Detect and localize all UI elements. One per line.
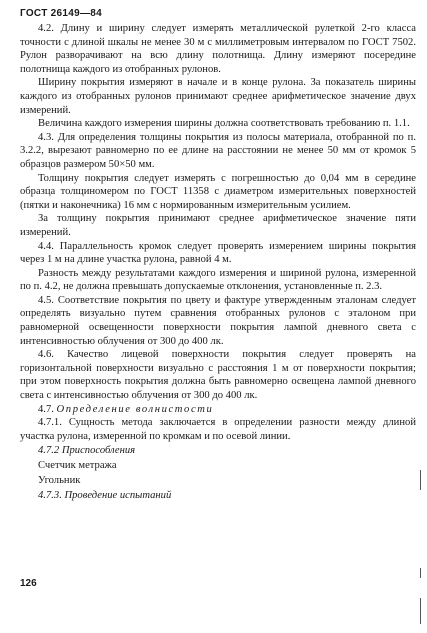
document-header: ГОСТ 26149—84 <box>20 8 103 19</box>
scan-margin-mark <box>420 598 421 624</box>
paragraph-thickness-avg: За толщину покрытия принимают среднее арифметическое значение пяти измерений. <box>20 213 416 238</box>
list-item-counter: Счетчик метража <box>38 460 117 472</box>
list-item-square: Угольник <box>38 475 81 487</box>
scan-margin-mark <box>420 470 421 490</box>
section-number: 4.7. <box>38 403 54 415</box>
page-number: 126 <box>20 578 37 589</box>
section-title: Определение волнистости <box>56 403 214 415</box>
paragraph-4-6: 4.6. Качество лицевой поверхности покрытия следует проверять на горизонтальной поверхности визуально с расстояния 1 м от поверхности покрытия; при этом поверхность покрытия должна быть равномерно освещена лампой дневного света с интенсивностью облучения от 300 до 400 лк. <box>20 349 416 402</box>
paragraph-4-3: 4.3. Для определения толщины покрытия из полосы материала, отобранной по п. 3.2.2, вырезают равномерно по ее длине на расстоянии не менее 50 мм от кромок 5 образцов размером 50×50 мм. <box>20 131 416 170</box>
paragraph-thickness: Толщину покрытия следует измерять с погрешностью до 0,04 мм в середине образца толщиномером по ГОСТ 11358 с диаметром измерительных поверхностей (пятки и наконечника) 16 мм с нормированным измерительным усилием. <box>20 172 416 211</box>
paragraph-difference: Разность между результатами каждого измерения и шириной рулона, измеренной по п. 4.2, не должна превышать допускаемые отклонения, установленные п. 2.3. <box>20 267 416 293</box>
paragraph-width-req: Величина каждого измерения ширины должна соответствовать требованию п. 1.1. <box>38 118 410 130</box>
paragraph-width: Ширину покрытия измеряют в начале и в конце рулона. За показатель ширины каждого из отобранных рулонов принимают среднее арифметическое значение двух измерений. <box>20 77 416 116</box>
scan-margin-mark <box>420 568 421 578</box>
paragraph-4-4: 4.4. Параллельность кромок следует проверять измерением ширины покрытия через 1 м на длине участка рулона, равной 4 м. <box>20 240 416 266</box>
paragraph-4-7-1: 4.7.1. Сущность метода заключается в определении разности между длиной участка рулона, измеренной по кромкам и по осевой линии. <box>20 417 416 442</box>
subheading-4-7-2: 4.7.2 Приспособления <box>38 445 136 457</box>
section-heading-4-7 <box>20 403 416 417</box>
page-body <box>20 22 416 503</box>
paragraph-4-2: 4.2. Длину и ширину следует измерять металлической рулеткой 2-го класса точности с длиной шкалы не менее 30 м с миллиметровым интервалом по ГОСТ 7502. Рулон разворачивают на всю длину полотнища. Длину измеряют посередине полотнища каждого из отобранных рулонов. <box>20 23 416 75</box>
subheading-4-7-3: 4.7.3. Проведение испытаний <box>38 490 172 502</box>
paragraph-4-5: 4.5. Соответствие покрытия по цвету и фактуре утвержденным эталонам следует определять визуально путем сравнения отобранных рулонов с эталоном при равномерной освещенности поверхности покрытия лампой дневного света с интенсивностью облучения от 300 до 400 лк. <box>20 294 416 347</box>
